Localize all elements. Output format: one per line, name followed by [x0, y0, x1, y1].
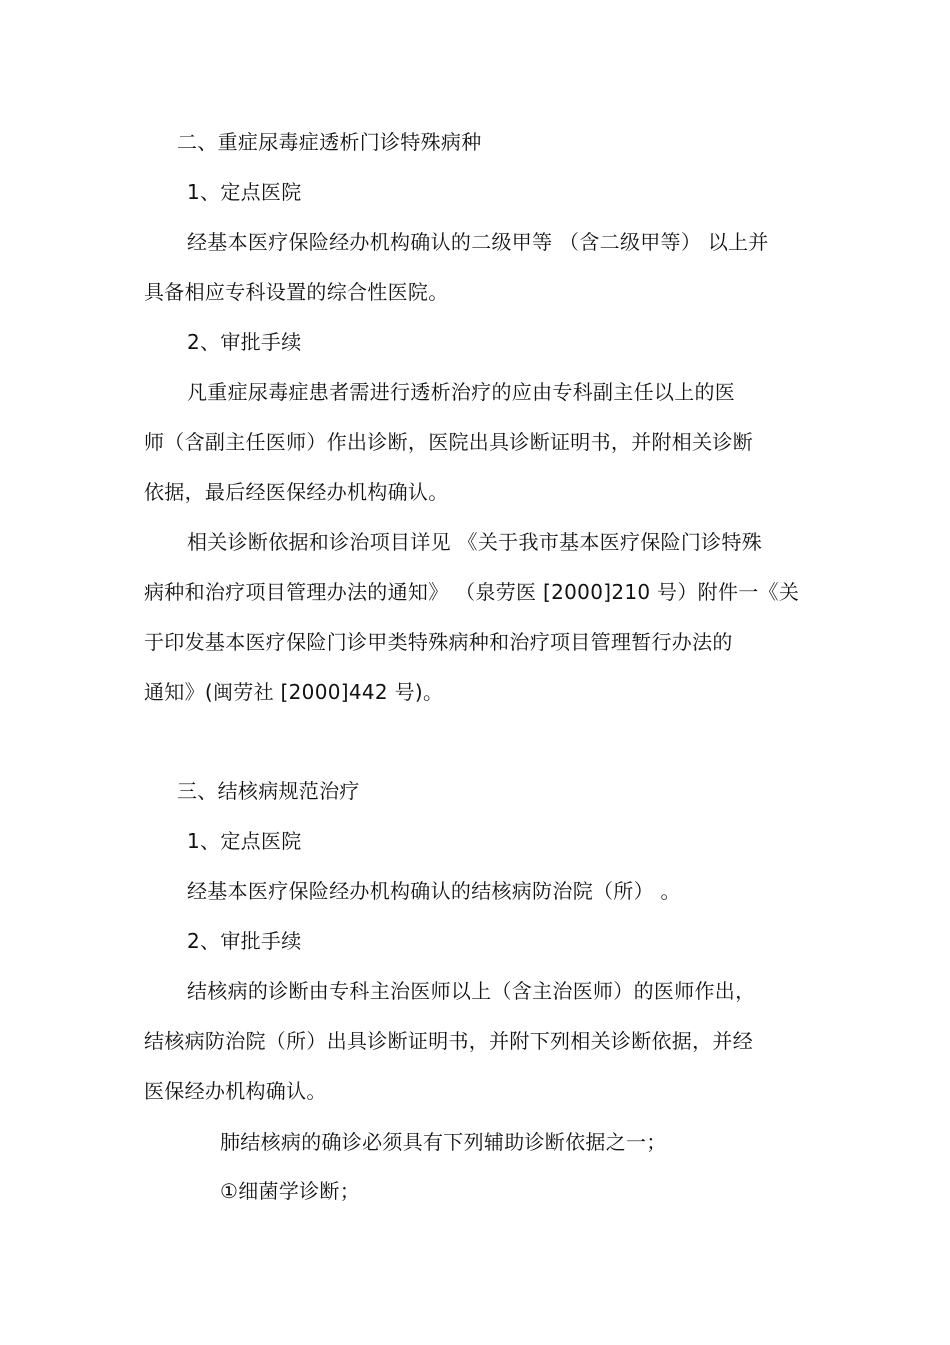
section-2-reference: 于印发基本医疗保险门诊甲类特殊病种和治疗项目管理暂行办法的: [144, 630, 733, 654]
section-2-paragraph: 凡重症尿毒症患者需进行透析治疗的应由专科副主任以上的医: [187, 380, 736, 404]
section-2-reference: 相关诊断依据和诊治项目详见 《关于我市基本医疗保险门诊特殊: [187, 530, 763, 554]
section-3-item-1-title: 1、定点医院: [187, 829, 302, 853]
section-3-item-1-text: 经基本医疗保险经办机构确认的结核病防治院（所） 。: [187, 879, 681, 903]
section-3-diagnosis-item: ①细菌学诊断；: [220, 1179, 361, 1203]
section-3-diagnosis-note: 肺结核病的确诊必须具有下列辅助诊断依据之一；: [220, 1130, 667, 1154]
section-3-paragraph: 结核病防治院（所）出具诊断证明书，并附下列相关诊断依据，并经: [144, 1029, 753, 1053]
section-2-heading: 二、重症尿毒症透析门诊特殊病种: [177, 130, 482, 154]
section-2-paragraph: 师（含副主任医师）作出诊断，医院出具诊断证明书，并附相关诊断: [144, 430, 753, 454]
section-2-item-1-text: 具备相应专科设置的综合性医院。: [144, 280, 449, 304]
section-2-reference: 通知》(闽劳社 [2000]442 号)。: [144, 680, 444, 704]
section-2-reference: 病种和治疗项目管理办法的通知》 （泉劳医 [2000]210 号）附件一《关: [144, 580, 800, 604]
section-3-item-2-title: 2、审批手续: [187, 929, 302, 953]
section-3-paragraph: 结核病的诊断由专科主治医师以上（含主治医师）的医师作出，: [187, 979, 756, 1003]
section-2-item-1-title: 1、定点医院: [187, 180, 302, 204]
section-3-heading: 三、结核病规范治疗: [177, 779, 360, 803]
section-3-paragraph: 医保经办机构确认。: [144, 1079, 327, 1103]
section-2-item-1-text: 经基本医疗保险经办机构确认的二级甲等 （含二级甲等） 以上并: [187, 230, 769, 254]
section-2-paragraph: 依据，最后经医保经办机构确认。: [144, 480, 449, 504]
section-2-item-2-title: 2、审批手续: [187, 330, 302, 354]
